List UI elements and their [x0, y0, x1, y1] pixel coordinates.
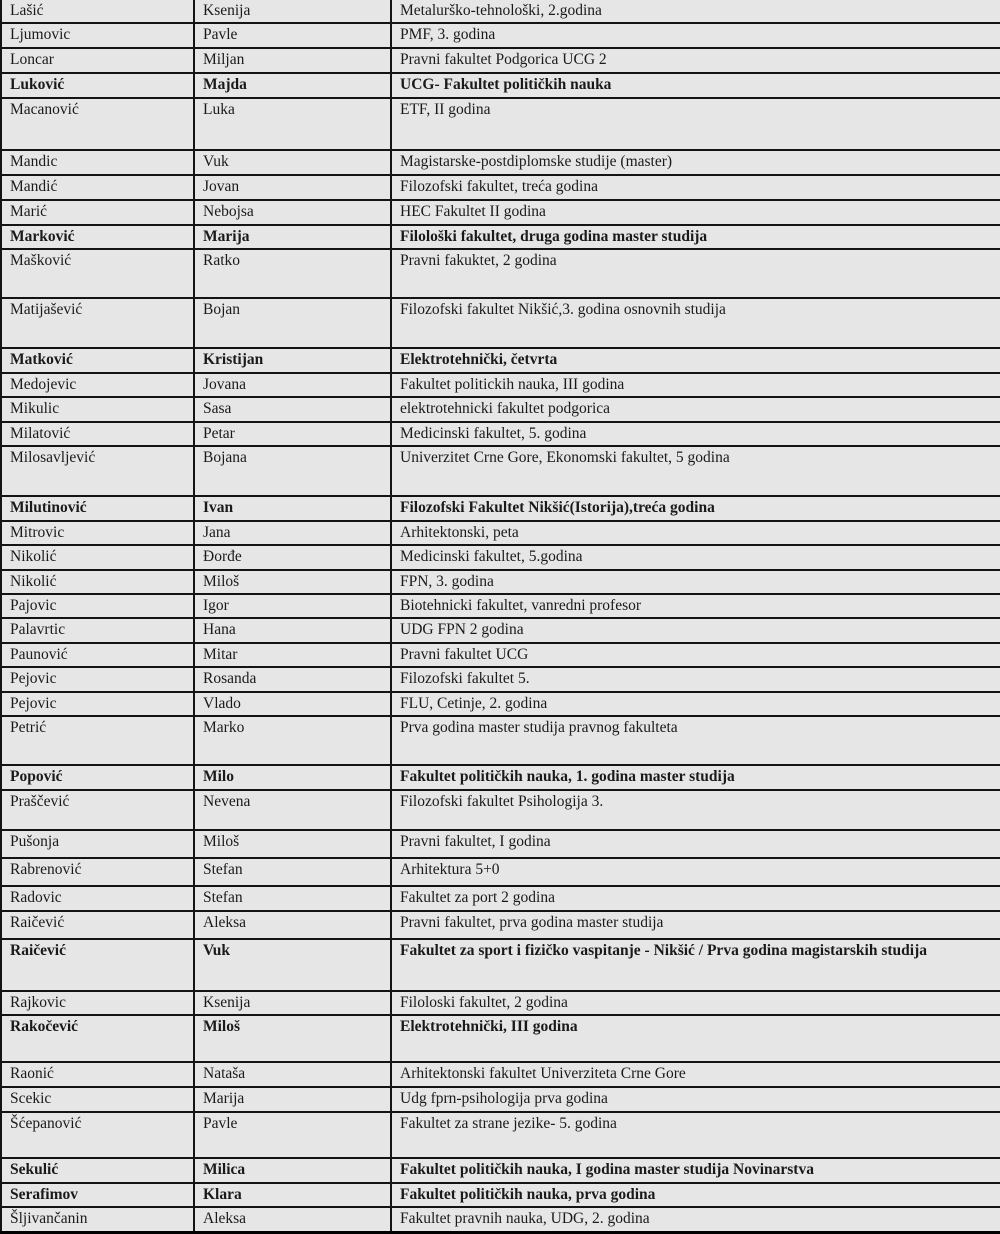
first-name-cell: Pavle — [194, 1112, 391, 1158]
table-row — [1, 397, 1000, 421]
surname-cell: Pejovic — [1, 692, 194, 716]
table-row — [1, 1183, 1000, 1207]
surname-cell: Matijašević — [1, 298, 194, 348]
table-row — [1, 446, 1000, 496]
faculty-cell: Fakultet za port 2 godina — [391, 886, 1000, 911]
first-name-cell: Marija — [194, 225, 391, 249]
faculty-cell: Arhitektonski, peta — [391, 521, 1000, 545]
table-row — [1, 1087, 1000, 1111]
faculty-cell: Biotehnicki fakultet, vanredni profesor — [391, 594, 1000, 618]
surname-cell: Pušonja — [1, 830, 194, 858]
table-row — [1, 765, 1000, 789]
first-name-cell: Ratko — [194, 249, 391, 298]
table-row — [1, 150, 1000, 174]
surname-cell: Marković — [1, 225, 194, 249]
faculty-cell: Pravni fakultet UCG — [391, 643, 1000, 667]
table-row — [1, 594, 1000, 618]
faculty-cell: UDG FPN 2 godina — [391, 618, 1000, 642]
faculty-cell: Udg fprn-psihologija prva godina — [391, 1087, 1000, 1111]
faculty-cell: Univerzitet Crne Gore, Ekonomski fakultet, 5 godina — [391, 446, 1000, 496]
faculty-cell: HEC Fakultet II godina — [391, 200, 1000, 225]
surname-cell: Serafimov — [1, 1183, 194, 1207]
first-name-cell: Bojan — [194, 298, 391, 348]
table-row — [1, 911, 1000, 939]
table-row — [1, 0, 1000, 23]
first-name-cell: Aleksa — [194, 911, 391, 939]
first-name-cell: Miloš — [194, 570, 391, 594]
first-name-cell: Pavle — [194, 23, 391, 48]
surname-cell: Marić — [1, 200, 194, 225]
table-row — [1, 249, 1000, 298]
table-row — [1, 1015, 1000, 1062]
surname-cell: Šćepanović — [1, 1112, 194, 1158]
faculty-cell: Filozofski fakultet 5. — [391, 667, 1000, 691]
faculty-cell: Arhitektonski fakultet Univerziteta Crne Gore — [391, 1062, 1000, 1087]
first-name-cell: Petar — [194, 422, 391, 446]
table-row — [1, 886, 1000, 911]
faculty-cell: Prva godina master studija pravnog fakulteta — [391, 716, 1000, 765]
first-name-cell: Nebojsa — [194, 200, 391, 225]
faculty-cell: Fakultet za sport i fizičko vaspitanje - Nikšić / Prva godina magistarskih studija — [391, 939, 1000, 991]
first-name-cell: Aleksa — [194, 1207, 391, 1232]
faculty-cell: UCG- Fakultet političkih nauka — [391, 73, 1000, 98]
first-name-cell: Marija — [194, 1087, 391, 1111]
first-name-cell: Milo — [194, 765, 391, 789]
surname-cell: Raičević — [1, 911, 194, 939]
table-row — [1, 858, 1000, 886]
table-row — [1, 23, 1000, 48]
surname-cell: Sekulić — [1, 1158, 194, 1183]
faculty-cell: Magistarske-postdiplomske studije (master) — [391, 150, 1000, 174]
surname-cell: Scekic — [1, 1087, 194, 1111]
table-row — [1, 373, 1000, 397]
first-name-cell: Rosanda — [194, 667, 391, 691]
first-name-cell: Stefan — [194, 886, 391, 911]
surname-cell: Loncar — [1, 48, 194, 73]
table-row — [1, 1158, 1000, 1183]
faculty-cell: Pravni fakultet, prva godina master studija — [391, 911, 1000, 939]
surname-cell: Nikolić — [1, 545, 194, 569]
surname-cell: Mikulic — [1, 397, 194, 421]
first-name-cell: Vlado — [194, 692, 391, 716]
faculty-cell: Fakultet političkih nauka, I godina master studija Novinarstva — [391, 1158, 1000, 1183]
first-name-cell: Đorđe — [194, 545, 391, 569]
first-name-cell: Jovana — [194, 373, 391, 397]
first-name-cell: Klara — [194, 1183, 391, 1207]
table-row — [1, 422, 1000, 446]
faculty-cell: FLU, Cetinje, 2. godina — [391, 692, 1000, 716]
table-row — [1, 496, 1000, 520]
faculty-cell: Medicinski fakultet, 5.godina — [391, 545, 1000, 569]
surname-cell: Petrić — [1, 716, 194, 765]
student-table-body — [1, 0, 1000, 1232]
table-row — [1, 939, 1000, 991]
surname-cell: Mitrovic — [1, 521, 194, 545]
surname-cell: Nikolić — [1, 570, 194, 594]
first-name-cell: Stefan — [194, 858, 391, 886]
first-name-cell: Miljan — [194, 48, 391, 73]
faculty-cell: Fakultet političkih nauka, prva godina — [391, 1183, 1000, 1207]
faculty-cell: Fakultet za strane jezike- 5. godina — [391, 1112, 1000, 1158]
surname-cell: Palavrtic — [1, 618, 194, 642]
table-row — [1, 570, 1000, 594]
table-row — [1, 991, 1000, 1015]
surname-cell: Rakočević — [1, 1015, 194, 1062]
first-name-cell: Luka — [194, 98, 391, 150]
table-row — [1, 692, 1000, 716]
faculty-cell: Filozofski fakultet Psihologija 3. — [391, 790, 1000, 830]
faculty-cell: Elektrotehnički, četvrta — [391, 348, 1000, 372]
table-row — [1, 98, 1000, 150]
surname-cell: Mandic — [1, 150, 194, 174]
faculty-cell: Pravni fakuktet, 2 godina — [391, 249, 1000, 298]
first-name-cell: Marko — [194, 716, 391, 765]
table-row — [1, 830, 1000, 858]
table-row — [1, 225, 1000, 249]
first-name-cell: Hana — [194, 618, 391, 642]
table-row — [1, 521, 1000, 545]
first-name-cell: Sasa — [194, 397, 391, 421]
surname-cell: Milutinović — [1, 496, 194, 520]
surname-cell: Macanović — [1, 98, 194, 150]
first-name-cell: Ksenija — [194, 991, 391, 1015]
surname-cell: Radovic — [1, 886, 194, 911]
first-name-cell: Majda — [194, 73, 391, 98]
faculty-cell: Filozofski fakultet Nikšić,3. godina osnovnih studija — [391, 298, 1000, 348]
first-name-cell: Mitar — [194, 643, 391, 667]
table-row — [1, 716, 1000, 765]
surname-cell: Mandić — [1, 175, 194, 200]
first-name-cell: Kristijan — [194, 348, 391, 372]
table-row — [1, 175, 1000, 200]
faculty-cell: Filozofski Fakultet Nikšić(Istorija),treća godina — [391, 496, 1000, 520]
surname-cell: Paunović — [1, 643, 194, 667]
surname-cell: Rabrenović — [1, 858, 194, 886]
first-name-cell: Bojana — [194, 446, 391, 496]
surname-cell: Lašić — [1, 0, 194, 23]
faculty-cell: Medicinski fakultet, 5. godina — [391, 422, 1000, 446]
first-name-cell: Miloš — [194, 830, 391, 858]
faculty-cell: Pravni fakultet Podgorica UCG 2 — [391, 48, 1000, 73]
surname-cell: Popović — [1, 765, 194, 789]
surname-cell: Ljumovic — [1, 23, 194, 48]
faculty-cell: PMF, 3. godina — [391, 23, 1000, 48]
surname-cell: Medojevic — [1, 373, 194, 397]
table-row — [1, 1062, 1000, 1087]
first-name-cell: Nataša — [194, 1062, 391, 1087]
surname-cell: Pejovic — [1, 667, 194, 691]
first-name-cell: Ivan — [194, 496, 391, 520]
faculty-cell: Fakultet politickih nauka, III godina — [391, 373, 1000, 397]
table-row — [1, 298, 1000, 348]
surname-cell: Raičević — [1, 939, 194, 991]
table-row — [1, 790, 1000, 830]
first-name-cell: Jana — [194, 521, 391, 545]
faculty-cell: ETF, II godina — [391, 98, 1000, 150]
surname-cell: Milosavljević — [1, 446, 194, 496]
first-name-cell: Igor — [194, 594, 391, 618]
faculty-cell: Pravni fakultet, I godina — [391, 830, 1000, 858]
faculty-cell: elektrotehnicki fakultet podgorica — [391, 397, 1000, 421]
faculty-cell: Filozofski fakultet, treća godina — [391, 175, 1000, 200]
table-row — [1, 348, 1000, 372]
table-row — [1, 545, 1000, 569]
first-name-cell: Ksenija — [194, 0, 391, 23]
faculty-cell: Filološki fakultet, druga godina master studija — [391, 225, 1000, 249]
surname-cell: Raonić — [1, 1062, 194, 1087]
faculty-cell: Fakultet političkih nauka, 1. godina master studija — [391, 765, 1000, 789]
first-name-cell: Vuk — [194, 150, 391, 174]
first-name-cell: Vuk — [194, 939, 391, 991]
surname-cell: Milatović — [1, 422, 194, 446]
first-name-cell: Milica — [194, 1158, 391, 1183]
table-row — [1, 1112, 1000, 1158]
faculty-cell: Arhitektura 5+0 — [391, 858, 1000, 886]
faculty-cell: FPN, 3. godina — [391, 570, 1000, 594]
surname-cell: Praščević — [1, 790, 194, 830]
table-row — [1, 667, 1000, 691]
surname-cell: Mašković — [1, 249, 194, 298]
surname-cell: Pajovic — [1, 594, 194, 618]
faculty-cell: Elektrotehnički, III godina — [391, 1015, 1000, 1062]
table-row — [1, 48, 1000, 73]
surname-cell: Luković — [1, 73, 194, 98]
table-row — [1, 618, 1000, 642]
table-row — [1, 200, 1000, 225]
table-row — [1, 73, 1000, 98]
surname-cell: Rajkovic — [1, 991, 194, 1015]
faculty-cell: Filoloski fakultet, 2 godina — [391, 991, 1000, 1015]
first-name-cell: Nevena — [194, 790, 391, 830]
faculty-cell: Metalurško-tehnološki, 2.godina — [391, 0, 1000, 23]
surname-cell: Šljivančanin — [1, 1207, 194, 1232]
table-row — [1, 643, 1000, 667]
first-name-cell: Jovan — [194, 175, 391, 200]
faculty-cell: Fakultet pravnih nauka, UDG, 2. godina — [391, 1207, 1000, 1232]
surname-cell: Matković — [1, 348, 194, 372]
first-name-cell: Miloš — [194, 1015, 391, 1062]
